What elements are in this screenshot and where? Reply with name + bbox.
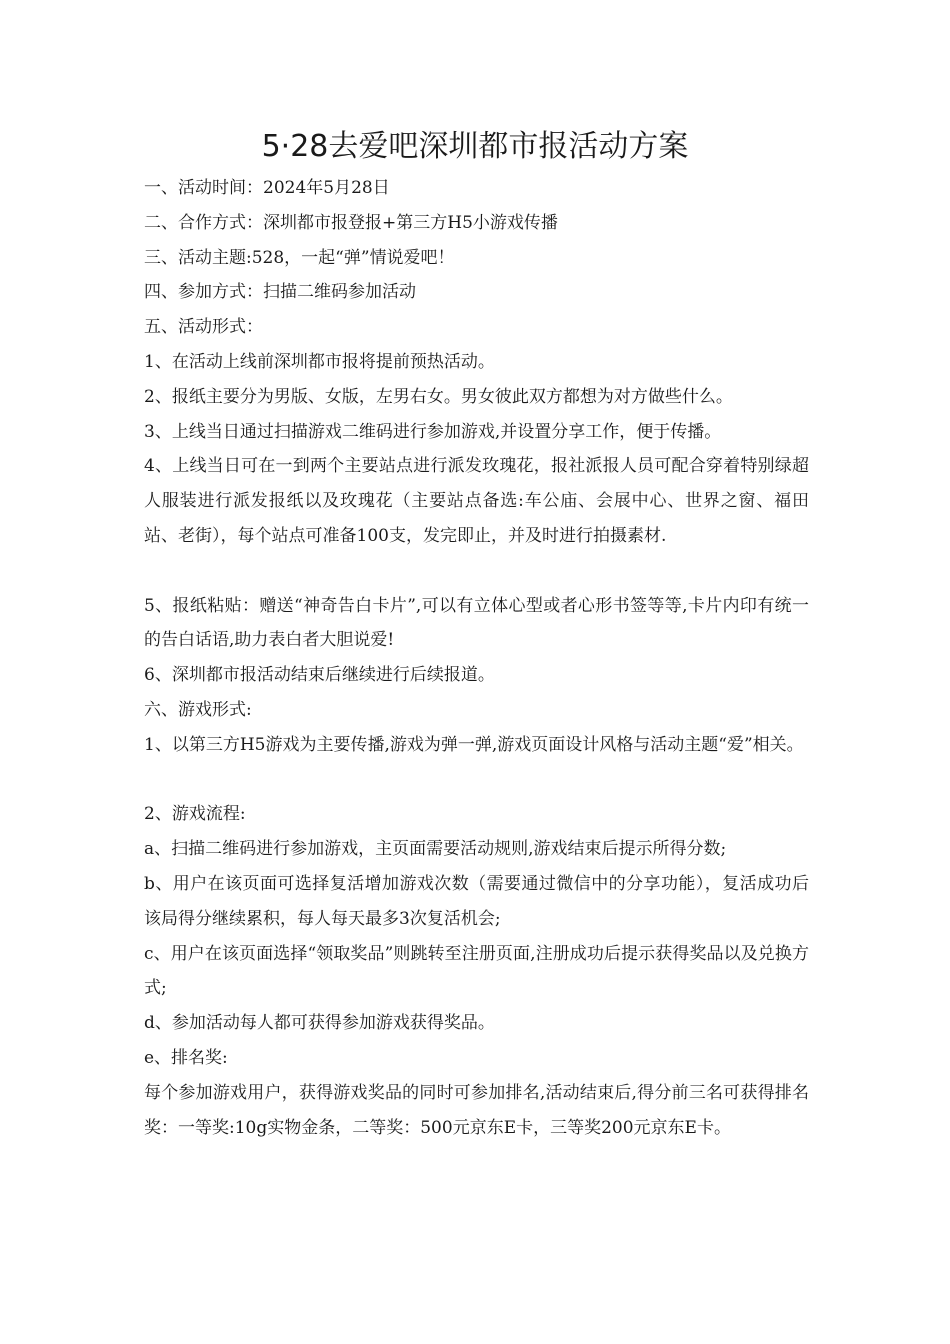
game-step-a: a、扫描二维码进行参加游戏，主页面需要活动规则,游戏结束后提示所得分数; xyxy=(144,839,727,860)
activity-item-3: 3、上线当日通过扫描游戏二维码进行参加游戏,并设置分享工作，便于传播。 xyxy=(144,421,722,442)
activity-time-line: 一、活动时间：2024年5月28日 xyxy=(144,178,390,198)
activity-item-6: 6、深圳都市报活动结束后继续进行后续报道。 xyxy=(144,665,495,686)
game-item-2: 2、游戏流程: xyxy=(144,804,246,825)
activity-item-5: 5、报纸粘贴：赠送“神奇告白卡片”,可以有立体心型或者心形书签等等,卡片内印有统一的告白话语,助力表白者大胆说爱! xyxy=(144,595,809,651)
game-item-1: 1、以第三方H5游戏为主要传播,游戏为弹一弹,游戏页面设计风格与活动主题“爱”相关。 xyxy=(144,734,804,755)
activity-form-heading: 五、活动形式： xyxy=(144,317,263,338)
participation-line: 四、参加方式：扫描二维码参加活动 xyxy=(144,282,416,303)
game-form-heading: 六、游戏形式: xyxy=(144,699,252,720)
document-title: 5·28去爱吧深圳都市报活动方案 xyxy=(261,129,689,164)
document-body xyxy=(144,171,809,1145)
game-step-d: d、参加活动每人都可获得参加游戏获得奖品。 xyxy=(144,1013,495,1034)
game-step-c: c、用户在该页面选择“领取奖品”则跳转至注册页面,注册成功后提示获得奖品以及兑换方式; xyxy=(144,943,809,999)
theme-line: 三、活动主题:528，一起“弹”情说爱吧！ xyxy=(144,247,455,268)
cooperation-line: 二、合作方式：深圳都市报登报+第三方H5小游戏传播 xyxy=(144,212,558,233)
activity-item-4: 4、上线当日可在一到两个主要站点进行派发玫瑰花，报社派报人员可配合穿着特别绿超人服装进行派发报纸以及玫瑰花（主要站点备选:车公庙、会展中心、世界之窗、福田站、老街），每个站点可准备100支，发完即止，并及时进行拍摄素材. xyxy=(144,456,809,546)
game-step-b: b、用户在该页面可选择复活增加游戏次数（需要通过微信中的分享功能），复活成功后该局得分继续累积，每人每天最多3次复活机会; xyxy=(144,873,809,929)
activity-item-2: 2、报纸主要分为男版、女版，左男右女。男女彼此双方都想为对方做些什么。 xyxy=(144,386,733,407)
game-step-e: e、排名奖: xyxy=(144,1047,228,1068)
ranking-prize-paragraph: 每个参加游戏用户，获得游戏奖品的同时可参加排名,活动结束后,得分前三名可获得排名奖：一等奖:10g实物金条，二等奖：500元京东E卡，三等奖200元京东E卡。 xyxy=(144,1082,809,1138)
activity-item-1: 1、在活动上线前深圳都市报将提前预热活动。 xyxy=(144,351,495,372)
